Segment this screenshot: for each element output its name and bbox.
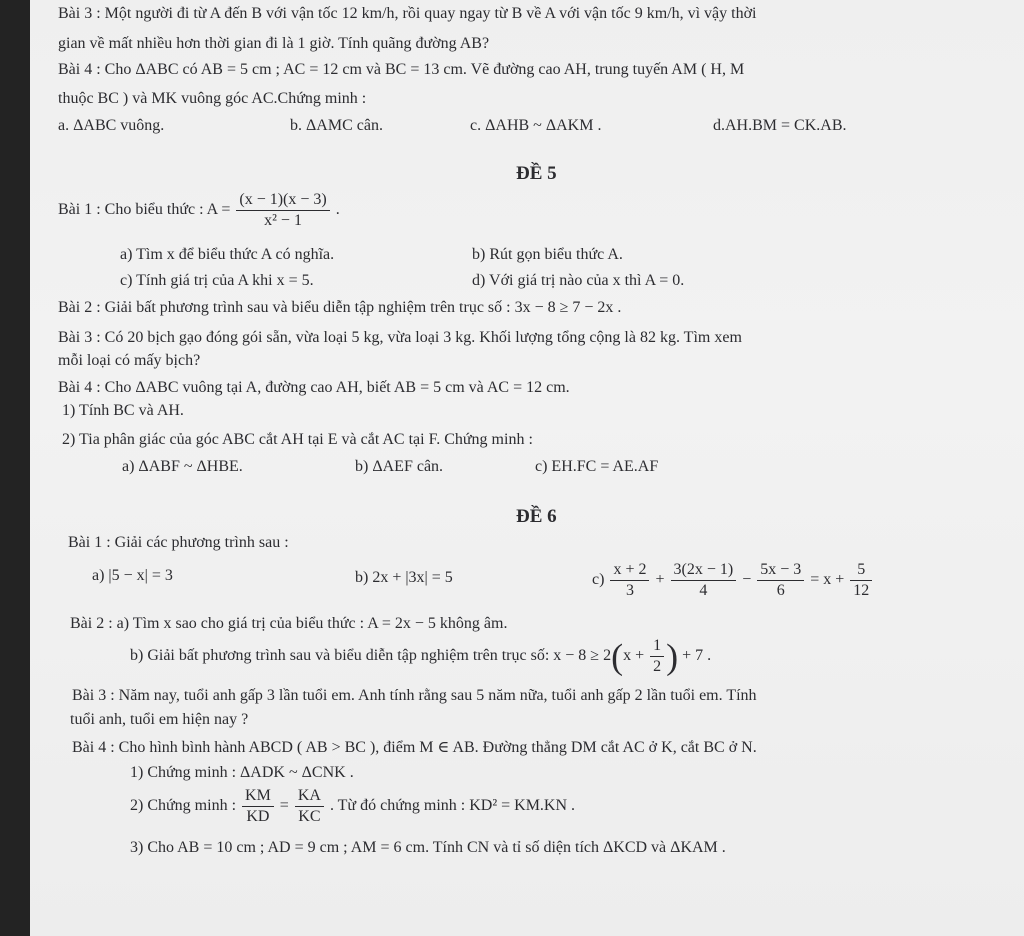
formula-line <box>592 560 874 601</box>
text-line: 2) Tia phân giác của góc ABC cắt AH tại E và cắt AC tại F. Chứng minh : <box>62 431 533 448</box>
operator: = x + <box>810 571 845 589</box>
denominator: 4 <box>699 582 708 599</box>
text-line: b) ΔAEF cân. <box>355 458 444 475</box>
numerator: 5x − 3 <box>757 560 804 581</box>
text-line: Bài 3 : Một người đi từ A đến B với vận tốc 12 km/h, rồi quay ngay từ B về A với vận tốc 9 km/h, vì vậy thời <box>58 5 757 22</box>
text-line: Bài 4 : Cho ΔABC vuông tại A, đường cao AH, biết AB = 5 cm và AC = 12 cm. <box>58 379 570 396</box>
text-line: 1) Chứng minh : ΔADK ~ ΔCNK . <box>130 764 354 781</box>
text-line: b. ΔAMC cân. <box>290 117 383 134</box>
fraction <box>610 560 649 601</box>
numerator: (x − 1)(x − 3) <box>236 190 329 211</box>
text-line: a) ΔABF ~ ΔHBE. <box>122 458 243 475</box>
text-line: d) Với giá trị nào của x thì A = 0. <box>472 272 685 289</box>
fraction <box>850 560 872 601</box>
operator: = <box>279 797 289 815</box>
numerator: 5 <box>850 560 872 581</box>
text-line: b) Rút gọn biểu thức A. <box>472 246 623 263</box>
text-line: a) Tìm x để biểu thức A có nghĩa. <box>120 246 335 263</box>
denominator: KC <box>298 808 321 825</box>
text-line: tuổi anh, tuổi em hiện nay ? <box>70 711 249 728</box>
denominator: 12 <box>853 582 870 599</box>
denominator: 2 <box>653 658 662 675</box>
fraction <box>236 190 329 231</box>
formula-line <box>58 190 340 231</box>
numerator: x + 2 <box>610 560 649 581</box>
text-segment: c) <box>592 571 605 589</box>
text-line: a. ΔABC vuông. <box>58 117 165 134</box>
denominator: 6 <box>776 582 785 599</box>
text-line: Bài 4 : Cho hình bình hành ABCD ( AB > BC ), điểm M ∈ AB. Đường thẳng DM cắt AC ở K, cắt BC ở N. <box>72 739 757 756</box>
worksheet-page <box>30 0 1024 936</box>
fraction <box>650 636 664 677</box>
numerator: 3(2x − 1) <box>671 560 737 581</box>
fraction <box>757 560 804 601</box>
fraction <box>295 786 324 827</box>
numerator: KM <box>242 786 274 807</box>
text-line: thuộc BC ) và MK vuông góc AC.Chứng minh : <box>58 90 367 107</box>
denominator: 3 <box>625 582 634 599</box>
section-title: ĐỀ 5 <box>516 163 557 184</box>
text-line: Bài 3 : Năm nay, tuổi anh gấp 3 lần tuổi em. Anh tính rằng sau 5 năm nữa, tuổi anh gấp 2 lần tuổi em. Tính <box>72 687 757 704</box>
text-segment: b) Giải bất phương trình sau và biểu diễn tập nghiệm trên trục số: x − 8 ≥ 2 <box>130 647 612 665</box>
text-line: Bài 4 : Cho ΔABC có AB = 5 cm ; AC = 12 cm và BC = 13 cm. Vẽ đường cao AH, trung tuyến AM ( H, M <box>58 61 745 78</box>
text-line: c) EH.FC = AE.AF <box>535 458 659 475</box>
text-line: b) 2x + |3x| = 5 <box>355 569 453 586</box>
formula-line <box>130 636 711 677</box>
numerator: 1 <box>650 636 664 657</box>
text-segment: Bài 1 : Cho biểu thức : A = <box>58 201 231 219</box>
text-segment: x + <box>623 647 645 665</box>
text-line: c) Tính giá trị của A khi x = 5. <box>120 272 314 289</box>
operator: − <box>742 571 752 589</box>
close-paren: ) <box>666 636 679 677</box>
formula-line <box>130 786 575 827</box>
text-line: gian về mất nhiều hơn thời gian đi là 1 giờ. Tính quãng đường AB? <box>58 35 490 52</box>
denominator: x² − 1 <box>264 212 302 229</box>
text-line: mỗi loại có mấy bịch? <box>58 352 201 369</box>
section-title: ĐỀ 6 <box>516 506 557 527</box>
fraction <box>671 560 737 601</box>
text-line: a) |5 − x| = 3 <box>92 567 173 584</box>
denominator: KD <box>246 808 270 825</box>
text-line: Bài 2 : Giải bất phương trình sau và biểu diễn tập nghiệm trên trục số : 3x − 8 ≥ 7 − 2x . <box>58 299 622 316</box>
text-line: Bài 1 : Giải các phương trình sau : <box>68 534 289 551</box>
text-segment: . <box>335 201 340 219</box>
fraction <box>242 786 274 827</box>
text-line: 1) Tính BC và AH. <box>62 402 184 419</box>
numerator: KA <box>295 786 324 807</box>
text-segment: + 7 . <box>682 647 712 665</box>
text-segment: . Từ đó chứng minh : KD² = KM.KN . <box>329 797 576 815</box>
operator: + <box>655 571 665 589</box>
open-paren: ( <box>611 636 624 677</box>
text-line: c. ΔAHB ~ ΔAKM . <box>470 117 602 134</box>
text-line: 3) Cho AB = 10 cm ; AD = 9 cm ; AM = 6 cm. Tính CN và tỉ số diện tích ΔKCD và ΔKAM . <box>130 839 726 856</box>
text-line: Bài 2 : a) Tìm x sao cho giá trị của biểu thức : A = 2x − 5 không âm. <box>70 615 508 632</box>
text-line: d.AH.BM = CK.AB. <box>713 117 847 134</box>
text-line: Bài 3 : Có 20 bịch gạo đóng gói sẵn, vừa loại 5 kg, vừa loại 3 kg. Khối lượng tổng cộng là 82 kg. Tìm xem <box>58 329 742 346</box>
text-segment: 2) Chứng minh : <box>130 797 237 815</box>
